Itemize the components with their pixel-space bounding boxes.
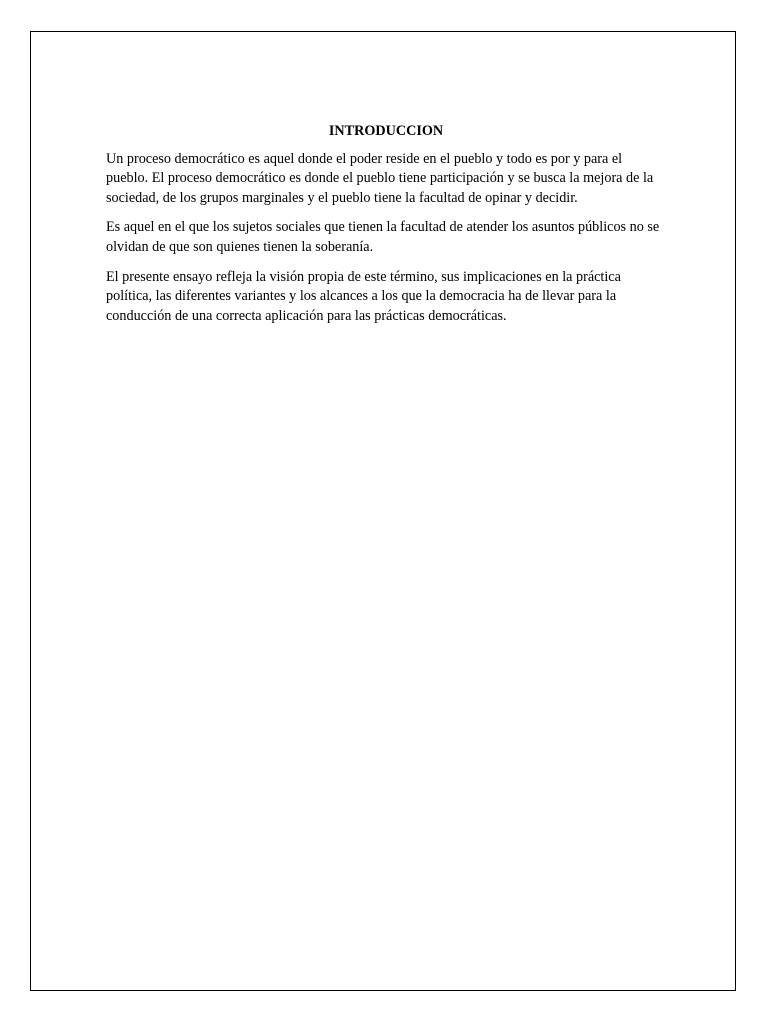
paragraph-2: Es aquel en el que los sujetos sociales que tienen la facultad de atender los asuntos públicos no se olvidan de que son quienes tienen la soberanía.: [106, 219, 660, 255]
page-title: INTRODUCCION: [328, 123, 444, 139]
document-page: [30, 31, 736, 991]
page-content: [106, 122, 666, 336]
paragraph-3: El presente ensayo refleja la visión propia de este término, sus implicaciones en la práctica política, las diferentes variantes y los alcances a los que la democracia ha de llevar para la conducción de una correcta aplicación para las prácticas democráticas.: [106, 268, 621, 324]
paragraph-1: Un proceso democrático es aquel donde el poder reside en el pueblo y todo es por y para el pueblo. El proceso democrático es donde el pueblo tiene participación y se busca la mejora de la sociedad, de los grupos marginales y el pueblo tiene la facultad de opinar y decidir.: [106, 150, 654, 206]
